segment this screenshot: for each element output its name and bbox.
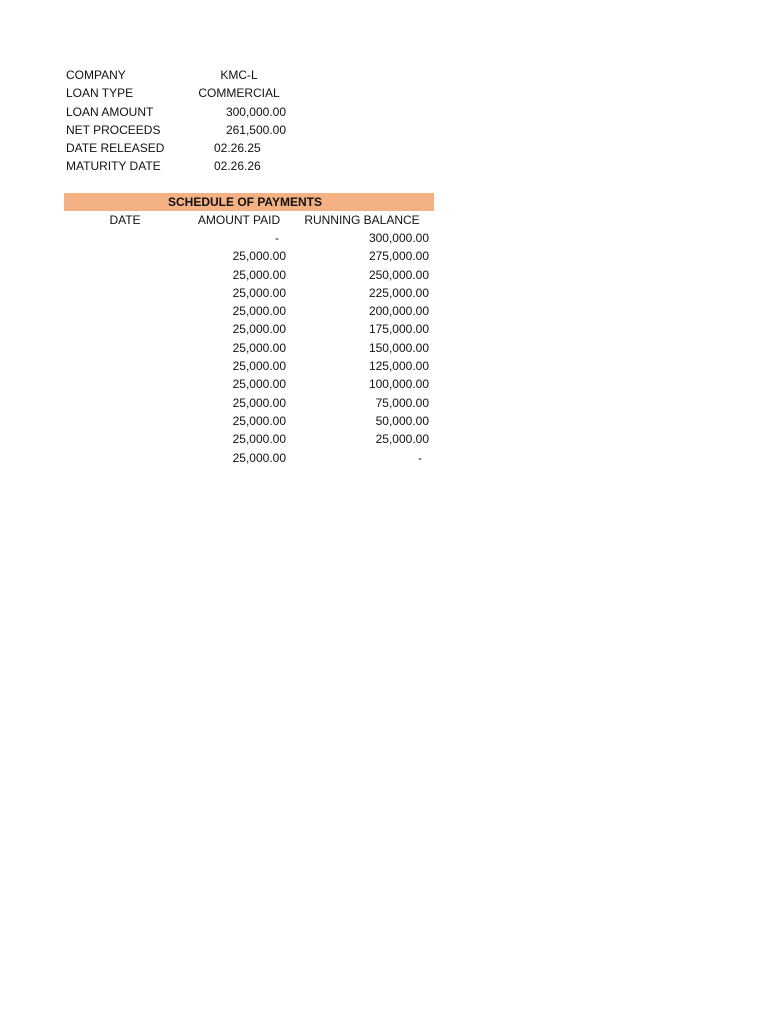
company-value[interactable]: KMC-L [220,68,258,82]
table-row [64,430,434,448]
table-row [64,302,434,320]
maturity-date-label: MATURITY DATE [66,159,161,174]
info-row-loan-amount [66,103,306,121]
amount-paid-cell[interactable]: 25,000.00 [232,359,286,374]
table-row [64,266,434,284]
amount-paid-cell[interactable]: 25,000.00 [232,249,286,264]
date-released-value[interactable]: 02.26.25 [214,141,261,156]
info-row-date-released [66,139,306,157]
info-row-net-proceeds [66,121,306,139]
running-balance-cell[interactable]: 50,000.00 [375,413,429,428]
schedule-column-headers [64,211,434,229]
running-balance-cell[interactable]: 175,000.00 [368,322,429,337]
table-row [64,284,434,302]
table-row [64,339,434,357]
amount-paid-cell[interactable]: 25,000.00 [232,304,286,319]
date-released-label: DATE RELEASED [66,141,165,156]
running-balance-cell[interactable]: 75,000.00 [375,395,429,410]
table-row [64,357,434,375]
running-balance-cell[interactable]: 275,000.00 [368,249,429,264]
loan-type-label: LOAN TYPE [66,86,134,101]
net-proceeds-value[interactable]: 261,500.00 [225,122,286,137]
info-row-maturity-date [66,157,306,175]
schedule-title: SCHEDULE OF PAYMENTS [64,193,434,211]
amount-paid-cell[interactable]: - [275,231,279,245]
loan-amount-value[interactable]: 300,000.00 [225,104,286,119]
info-row-company [66,66,306,84]
amount-paid-cell[interactable]: 25,000.00 [232,432,286,447]
amount-paid-cell[interactable]: 25,000.00 [232,340,286,355]
loan-amount-label: LOAN AMOUNT [66,104,154,119]
amount-paid-cell[interactable]: 25,000.00 [232,395,286,410]
loan-info-block [66,66,306,176]
amount-paid-cell[interactable]: 25,000.00 [232,322,286,337]
column-header-running-balance: RUNNING BALANCE [304,213,420,227]
net-proceeds-label: NET PROCEEDS [66,122,161,137]
running-balance-cell[interactable]: 200,000.00 [368,304,429,319]
table-row [64,412,434,430]
table-row [64,375,434,393]
maturity-date-value[interactable]: 02.26.26 [214,159,261,174]
info-row-loan-type [66,84,306,102]
running-balance-cell[interactable]: 125,000.00 [368,359,429,374]
running-balance-cell[interactable]: 25,000.00 [375,432,429,447]
schedule-of-payments-table [64,193,434,467]
running-balance-cell[interactable]: 150,000.00 [368,340,429,355]
table-row [64,449,434,467]
column-header-amount-paid: AMOUNT PAID [197,213,281,227]
loan-type-value[interactable]: COMMERCIAL [198,86,280,101]
column-header-date: DATE [109,213,141,227]
amount-paid-cell[interactable]: 25,000.00 [232,267,286,282]
table-row [64,229,434,247]
amount-paid-cell[interactable]: 25,000.00 [232,285,286,300]
table-row [64,394,434,412]
running-balance-cell[interactable]: 100,000.00 [368,377,429,392]
running-balance-cell[interactable]: 225,000.00 [368,285,429,300]
amount-paid-cell[interactable]: 25,000.00 [232,377,286,392]
amount-paid-cell[interactable]: 25,000.00 [232,413,286,428]
running-balance-cell[interactable]: 300,000.00 [368,231,429,245]
table-row [64,320,434,338]
running-balance-cell[interactable]: 250,000.00 [368,267,429,282]
table-row [64,247,434,265]
amount-paid-cell[interactable]: 25,000.00 [232,450,286,465]
company-label: COMPANY [66,68,126,82]
running-balance-cell[interactable]: - [418,450,422,465]
